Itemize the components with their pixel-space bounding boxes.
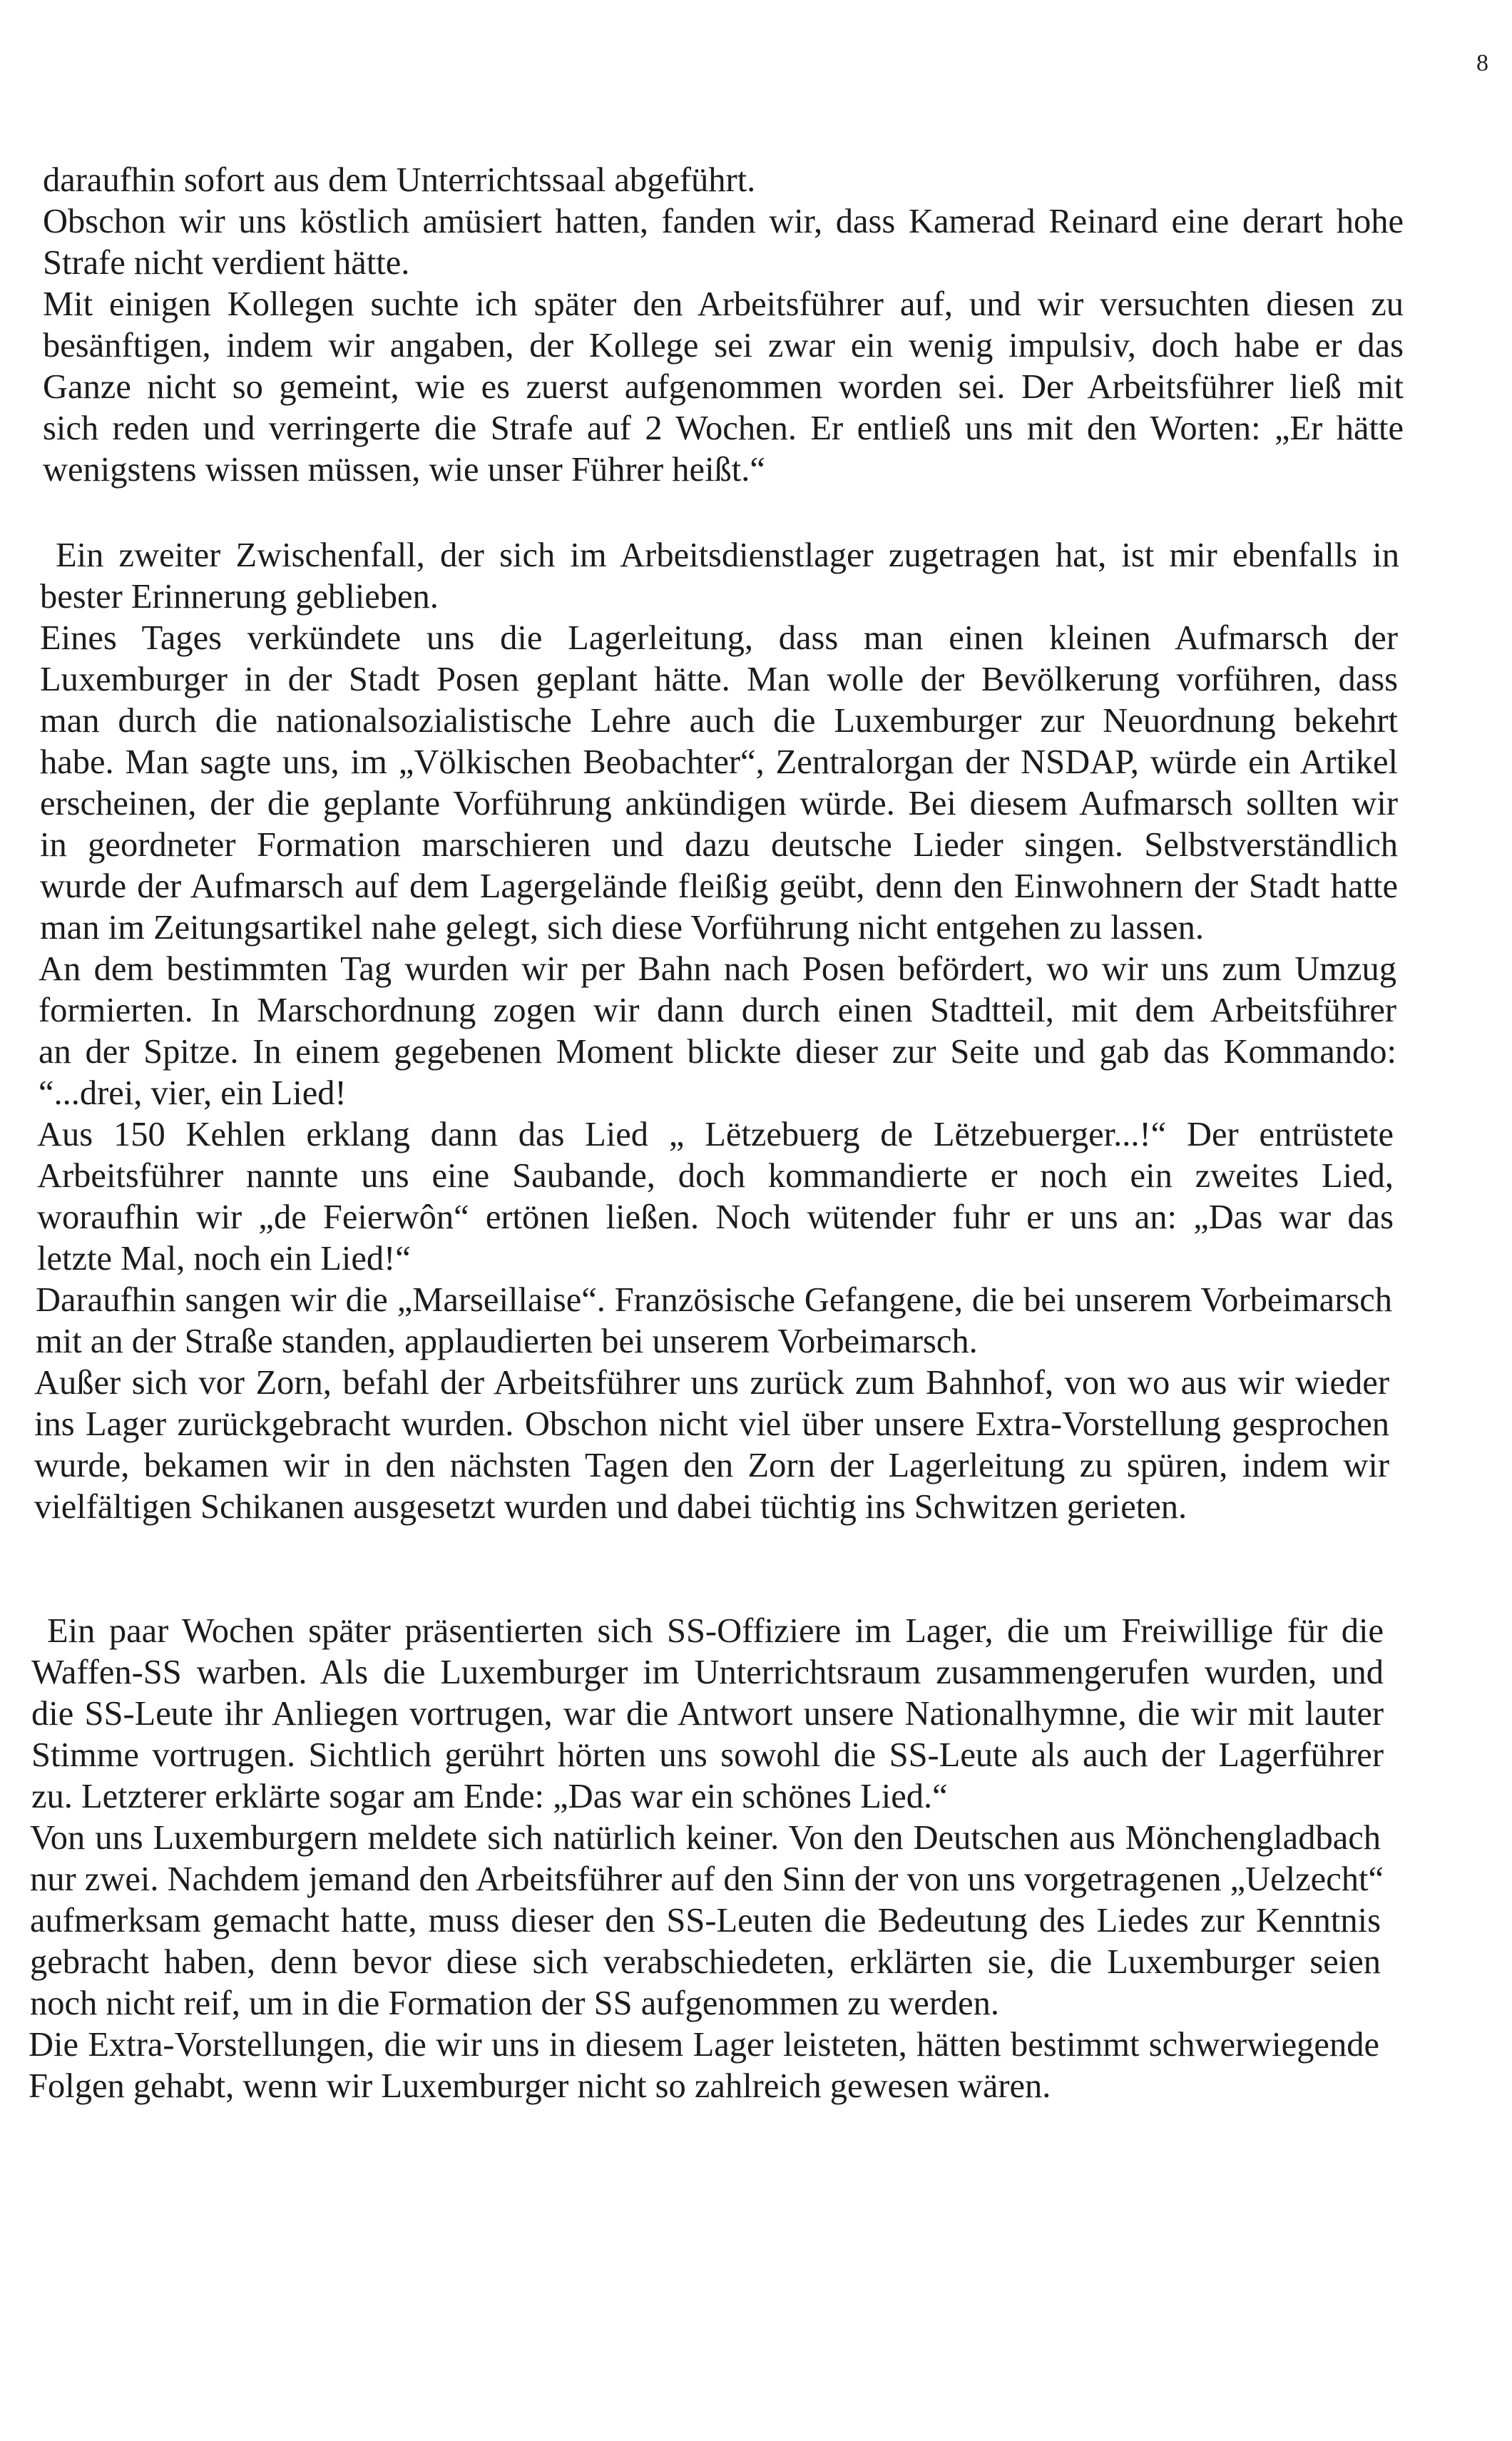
text-line: Stimme vortrugen. Sichtlich gerührt hörten uns sowohl die SS-Leute als auch der Lagerführer xyxy=(31,1736,1384,1774)
text-line: wenigstens wissen müssen, wie unser Führer heißt.“ xyxy=(43,451,765,489)
paragraph xyxy=(43,284,1404,491)
text-line: die SS-Leute ihr Anliegen vortrugen, war die Antwort unsere Nationalhymne, die wir mit lauter xyxy=(31,1695,1384,1733)
text-line: Strafe nicht verdient hätte. xyxy=(43,244,410,282)
text-line: Ein zweiter Zwischenfall, der sich im Arbeitsdienstlager zugetragen hat, ist mir ebenfalls in xyxy=(56,536,1399,574)
text-line: gebracht haben, denn bevor diese sich verabschiedeten, erklärten sie, die Luxemburger seien xyxy=(30,1943,1381,1981)
text-line: erscheinen, der die geplante Vorführung ankündigen würde. Bei diesem Aufmarsch sollten wir xyxy=(40,785,1398,822)
text-line: Waffen-SS warben. Als die Luxemburger im Unterrichtsraum zusammengerufen wurden, und xyxy=(31,1653,1384,1691)
text-line: bester Erinnerung geblieben. xyxy=(40,578,439,616)
paragraph xyxy=(31,1611,1384,1818)
text-line: Ein paar Wochen später präsentierten sich SS-Offiziere im Lager, die um Freiwillige für die xyxy=(47,1612,1384,1650)
text-line: Außer sich vor Zorn, befahl der Arbeitsführer uns zurück zum Bahnhof, von wo aus wir wieder xyxy=(34,1364,1389,1402)
text-line: besänftigen, indem wir angaben, der Kollege sei zwar ein wenig impulsiv, doch habe er das xyxy=(43,327,1404,365)
text-line: letzte Mal, noch ein Lied!“ xyxy=(37,1240,411,1278)
paragraph xyxy=(40,618,1398,949)
text-line: Ganze nicht so gemeint, wie es zuerst aufgenommen worden sei. Der Arbeitsführer ließ mit xyxy=(43,368,1404,406)
text-line: zu. Letzterer erklärte sogar am Ende: „Das war ein schönes Lied.“ xyxy=(31,1778,948,1815)
text-line: Aus 150 Kehlen erklang dann das Lied „ Lëtzebuerg de Lëtzebuerger...!“ Der entrüstete xyxy=(37,1116,1394,1153)
paragraph xyxy=(36,1280,1392,1362)
text-line: woraufhin wir „de Feierwôn“ ertönen ließen. Noch wütender fuhr er uns an: „Das war das xyxy=(37,1198,1394,1236)
text-line: Obschon wir uns köstlich amüsiert hatten, fanden wir, dass Kamerad Reinard eine derart hohe xyxy=(43,203,1404,240)
paragraph xyxy=(34,1362,1389,1528)
text-line: Die Extra-Vorstellungen, die wir uns in diesem Lager leisteten, hätten bestimmt schwerwiegende xyxy=(29,2026,1379,2064)
text-line: Mit einigen Kollegen suchte ich später den Arbeitsführer auf, und wir versuchten diesen zu xyxy=(43,285,1404,323)
text-line: man durch die nationalsozialistische Lehre auch die Luxemburger zur Neuordnung bekehrt xyxy=(40,702,1398,740)
text-line: Daraufhin sangen wir die „Marseillaise“. Französische Gefangene, die bei unserem Vorbeimarsch xyxy=(36,1281,1392,1319)
text-line: mit an der Straße standen, applaudierten bei unserem Vorbeimarsch. xyxy=(36,1323,978,1360)
text-line: “...drei, vier, ein Lied! xyxy=(39,1074,347,1112)
text-line: Eines Tages verkündete uns die Lagerleitung, dass man einen kleinen Aufmarsch der xyxy=(40,619,1398,657)
text-line: an der Spitze. In einem gegebenen Moment blickte dieser zur Seite und gab das Kommando: xyxy=(39,1033,1396,1071)
text-line: formierten. In Marschordnung zogen wir dann durch einen Stadtteil, mit dem Arbeitsführer xyxy=(39,992,1396,1029)
text-line: An dem bestimmten Tag wurden wir per Bahn nach Posen befördert, wo wir uns zum Umzug xyxy=(39,950,1396,988)
text-line: Folgen gehabt, wenn wir Luxemburger nicht so zahlreich gewesen wären. xyxy=(29,2067,1051,2105)
text-line: Von uns Luxemburgern meldete sich natürlich keiner. Von den Deutschen aus Mönchengladbach xyxy=(30,1819,1381,1857)
text-line: Arbeitsführer nannte uns eine Saubande, doch kommandierte er noch ein zweites Lied, xyxy=(37,1157,1394,1195)
text-line: vielfältigen Schikanen ausgesetzt wurden und dabei tüchtig ins Schwitzen gerieten. xyxy=(34,1488,1187,1526)
text-line: nur zwei. Nachdem jemand den Arbeitsführer auf den Sinn der von uns vorgetragenen „Uelzecht“ xyxy=(30,1860,1384,1898)
text-line: sich reden und verringerte die Strafe auf 2 Wochen. Er entließ uns mit den Worten: „Er hätte xyxy=(43,409,1404,447)
text-line: ins Lager zurückgebracht wurden. Obschon nicht viel über unsere Extra-Vorstellung gesprochen xyxy=(34,1405,1389,1443)
text-line: in geordneter Formation marschieren und dazu deutsche Lieder singen. Selbstverständlich xyxy=(40,826,1398,864)
paragraph xyxy=(29,2024,1379,2107)
paragraph xyxy=(37,1114,1394,1280)
paragraph xyxy=(40,535,1399,618)
paragraph xyxy=(39,949,1396,1114)
text-line: man im Zeitungsartikel nahe gelegt, sich diese Vorführung nicht entgehen zu lassen. xyxy=(40,909,1204,947)
paragraph xyxy=(30,1818,1384,2024)
text-line: daraufhin sofort aus dem Unterrichtssaal abgeführt. xyxy=(43,161,756,199)
text-line: habe. Man sagte uns, im „Völkischen Beobachter“, Zentralorgan der NSDAP, würde ein Artikel xyxy=(40,743,1398,781)
text-line: Luxemburger in der Stadt Posen geplant hätte. Man wolle der Bevölkerung vorführen, dass xyxy=(40,661,1398,698)
page-number: 8 xyxy=(1476,50,1488,76)
paragraph xyxy=(43,160,1404,201)
text-line: wurde der Aufmarsch auf dem Lagergelände fleißig geübt, denn den Einwohnern der Stadt hatte xyxy=(40,867,1398,905)
text-line: aufmerksam gemacht hatte, muss dieser den SS-Leuten die Bedeutung des Liedes zur Kenntnis xyxy=(30,1902,1381,1940)
text-line: noch nicht reif, um in die Formation der SS aufgenommen zu werden. xyxy=(30,1984,1000,2022)
paragraph xyxy=(43,201,1404,284)
text-line: wurde, bekamen wir in den nächsten Tagen den Zorn der Lagerleitung zu spüren, indem wir xyxy=(34,1447,1389,1484)
